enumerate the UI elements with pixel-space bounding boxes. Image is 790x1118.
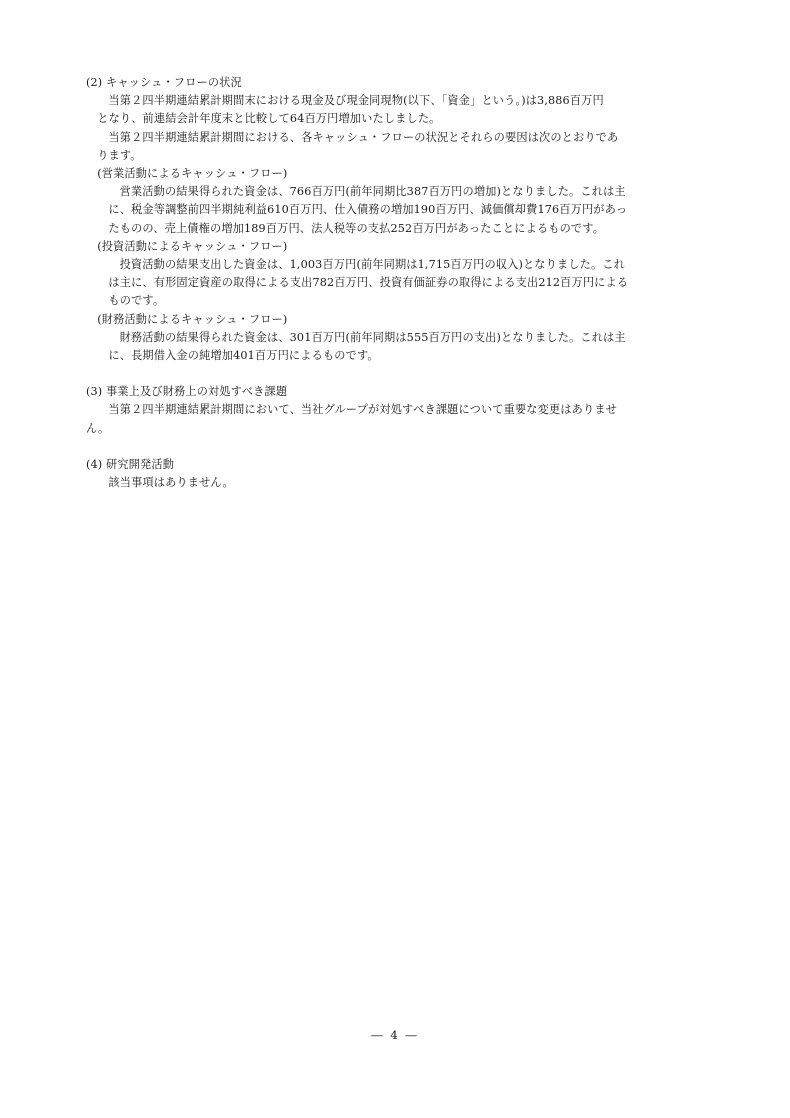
issues-line-1: 当第２四半期連結累計期間において、当社グループが対処すべき課題について重要な変更はありませ <box>108 403 618 417</box>
cashflow-intro-line-1: 当第２四半期連結累計期間末における現金及び現金同現物(以下、「資金」という。)は3,886百万円 <box>108 94 604 108</box>
section-heading-rnd: (4) 研究開発活動 <box>86 457 175 471</box>
cashflow-intro-line-3: 当第２四半期連結累計期間における、各キャッシュ・フローの状況とそれらの要因は次のとおりであ <box>108 130 619 144</box>
financing-cashflow-heading: (財務活動によるキャッシュ・フロー) <box>97 312 288 326</box>
section-spacer <box>86 365 722 383</box>
section-heading-cashflow: (2) キャッシュ・フローの状況 <box>86 76 242 89</box>
section-spacer <box>86 438 722 456</box>
investing-cashflow-line-1: 投資活動の結果支出した資金は、1,003百万円(前年同期は1,715百万円の収入)となりました。これ <box>119 258 626 272</box>
investing-cashflow-heading: (投資活動によるキャッシュ・フロー) <box>97 239 288 253</box>
rnd-line-1: 該当事項はありません。 <box>108 476 234 490</box>
page-number: ― 4 ― <box>371 1028 419 1042</box>
cashflow-intro-line-2: となり、前連結会計年度末と比較して64百万円増加いたしました。 <box>97 112 441 126</box>
investing-cashflow-line-2: は主に、有形固定資産の取得による支出782百万円、投資有価証券の取得による支出212百万円による <box>108 276 629 290</box>
operating-cashflow-heading: (営業活動によるキャッシュ・フロー) <box>97 167 288 181</box>
cashflow-intro-line-4: ります。 <box>97 148 142 162</box>
financing-cashflow-line-1: 財務活動の結果得られた資金は、301百万円(前年同期は555百万円の支出)となりました。これは主 <box>119 330 626 344</box>
investing-cashflow-line-3: ものです。 <box>108 294 165 308</box>
operating-cashflow-line-1: 営業活動の結果得られた資金は、766百万円(前年同期比387百万円の増加)となりました。これは主 <box>119 185 626 199</box>
operating-cashflow-line-3: たものの、売上債権の増加189百万円、法人税等の支払252百万円があったことによるものです。 <box>108 221 605 235</box>
financing-cashflow-line-2: に、長期借入金の純増加401百万円によるものです。 <box>108 349 379 363</box>
document-body <box>86 74 722 492</box>
issues-line-2: ん。 <box>86 421 110 435</box>
operating-cashflow-line-2: に、税金等調整前四半期純利益610百万円、仕入債務の増加190百万円、減価償却費176百万円があっ <box>108 203 628 217</box>
section-heading-issues: (3) 事業上及び財務上の対処すべき課題 <box>86 385 288 399</box>
